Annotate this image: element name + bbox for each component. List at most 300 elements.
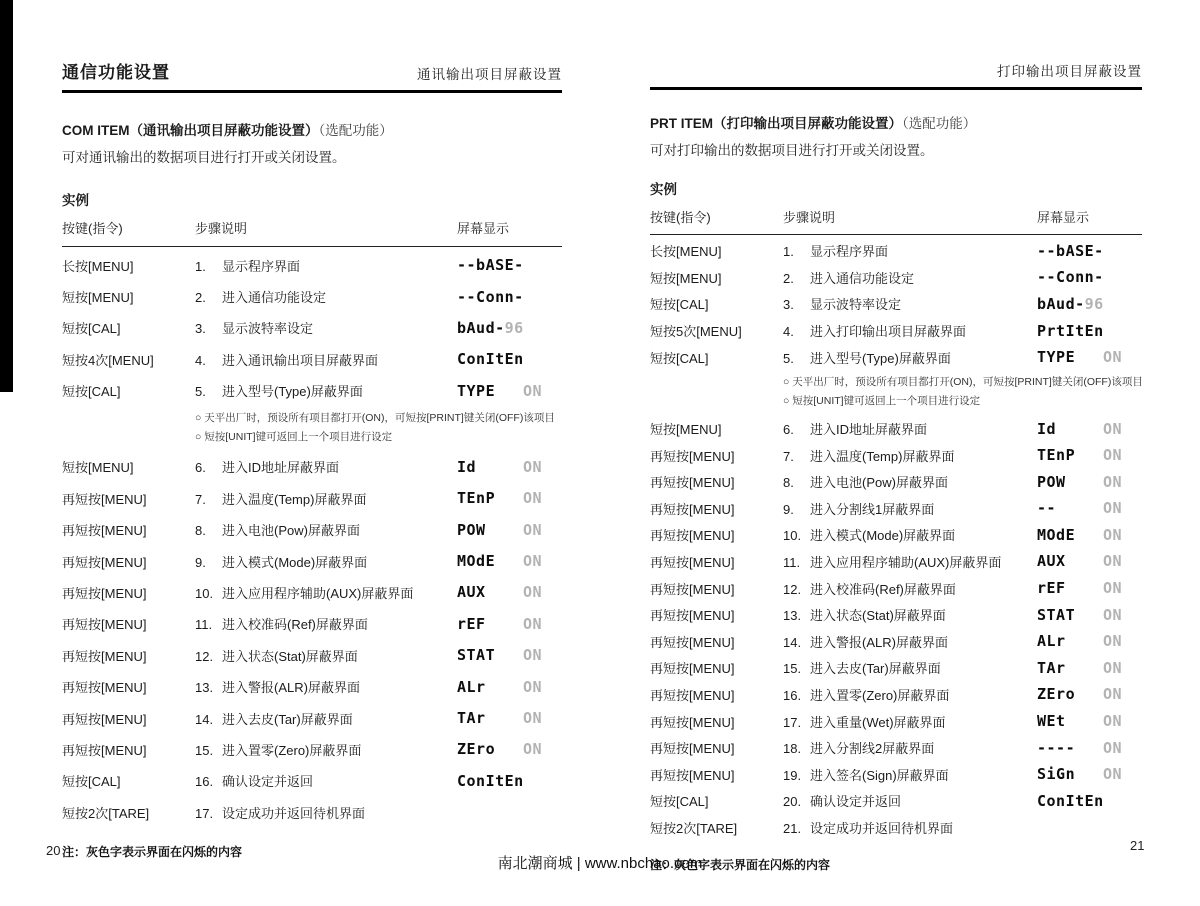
row-step-description (783, 472, 1037, 491)
row-step-description (195, 646, 457, 665)
lcd-main-text: TEnP (457, 489, 496, 508)
row-step-number: 7. (783, 448, 794, 464)
row-step-text: 进入重量(Wet)屏蔽界面 (810, 714, 946, 730)
section-intro (62, 121, 562, 169)
row-key-command: 短按2次[TARE] (62, 805, 150, 821)
row-step-text: 进入温度(Temp)屏蔽界面 (810, 448, 955, 464)
lcd-main-text: Id (1037, 419, 1057, 438)
row-step-text: 进入应用程序辅助(AUX)屏蔽界面 (810, 554, 1002, 570)
column-header-display: 屏幕显示 (457, 220, 510, 236)
row-key-command: 再短按[MENU] (650, 741, 735, 757)
running-header: 打印输出项目屏蔽设置 (997, 64, 1142, 79)
row-key-command: 再短按[MENU] (650, 475, 735, 491)
lcd-display (1037, 242, 1142, 260)
row-step-number: 14. (195, 711, 214, 727)
lcd-display (457, 772, 562, 790)
row-step-text: 确认设定并返回 (810, 794, 902, 810)
row-step-text: 进入电池(Pow)屏蔽界面 (222, 523, 360, 539)
column-header-display: 屏幕显示 (1037, 209, 1090, 225)
row-step-text: 设定成功并返回待机界面 (810, 820, 954, 836)
lcd-main-text: bAud- (1037, 294, 1085, 313)
row-step-text: 进入型号(Type)屏蔽界面 (810, 350, 951, 366)
lcd-display (457, 678, 562, 696)
lcd-flash-text: ON (523, 614, 543, 633)
lcd-main-text: ConItEn (457, 771, 524, 790)
row-step-text: 进入模式(Mode)屏蔽界面 (222, 554, 368, 570)
row-step-text: 进入分割线2屏蔽界面 (810, 741, 935, 757)
row-step-number: 19. (783, 767, 802, 783)
lcd-main-text: --bASE- (1037, 241, 1104, 260)
lcd-main-text: ConItEn (1037, 791, 1104, 810)
row-key-command: 再短按[MENU] (62, 680, 147, 696)
lcd-flash-text: ON (523, 646, 543, 665)
row-step-description (783, 818, 1037, 837)
row-step-text: 进入打印输出项目屏蔽界面 (810, 324, 967, 340)
row-step-number: 1. (783, 244, 794, 260)
row-key-command: 短按[CAL] (62, 321, 121, 337)
row-step-description (195, 350, 457, 369)
lcd-flash-text: ON (523, 520, 543, 539)
row-step-text: 进入去皮(Tar)屏蔽界面 (810, 661, 941, 677)
row-key-command: 再短按[MENU] (62, 554, 147, 570)
section-title-main: COM ITEM（通讯输出项目屏蔽功能设置） (62, 123, 319, 138)
lcd-flash-text: ON (1103, 552, 1123, 571)
row-step-description (783, 738, 1037, 757)
inline-note-line: ○ 短按[UNIT]键可返回上一个项目进行设定 (783, 394, 981, 407)
lcd-flash-text: ON (1103, 348, 1123, 367)
row-step-number: 5. (195, 384, 206, 400)
row-key-command: 再短按[MENU] (62, 711, 147, 727)
table-row (650, 495, 1142, 522)
lcd-flash-text: ON (1103, 738, 1123, 757)
table-row (650, 415, 1142, 442)
row-step-number: 8. (195, 523, 206, 539)
row-step-number: 2. (783, 270, 794, 286)
lcd-flash-text: ON (1103, 712, 1123, 731)
row-step-number: 9. (783, 501, 794, 517)
section-title-main: PRT ITEM（打印输出项目屏蔽功能设置） (650, 116, 902, 131)
row-key-command: 短按[MENU] (62, 460, 134, 476)
lcd-main-text: AUX (457, 583, 486, 602)
lcd-main-text: TYPE (1037, 348, 1076, 367)
lcd-main-text: --Conn- (457, 287, 524, 306)
lcd-main-text: MOdE (1037, 525, 1076, 544)
row-step-description (783, 632, 1037, 651)
row-step-text: 进入校准码(Ref)屏蔽界面 (222, 617, 368, 633)
lcd-flash-text: ON (1103, 472, 1123, 491)
row-step-number: 12. (195, 648, 214, 664)
table-row (62, 797, 562, 828)
column-header-key: 按键(指令) (62, 220, 123, 236)
lcd-main-text: -- (1037, 499, 1057, 518)
table-row (650, 468, 1142, 495)
row-key-command: 再短按[MENU] (62, 523, 147, 539)
steps-table-body (62, 247, 562, 828)
lcd-main-text: TAr (457, 709, 486, 728)
row-step-description (783, 348, 1037, 367)
row-step-description (783, 525, 1037, 544)
table-row (62, 312, 562, 343)
table-column-headers (650, 207, 1142, 235)
row-step-number: 12. (783, 581, 802, 597)
lcd-display (457, 583, 562, 601)
row-key-command: 短按[CAL] (62, 384, 121, 400)
row-step-number: 14. (783, 634, 802, 650)
row-step-number: 6. (195, 460, 206, 476)
lcd-main-text: --bASE- (457, 256, 524, 275)
row-key-command: 再短按[MENU] (650, 554, 735, 570)
table-row (650, 601, 1142, 628)
section-title (62, 121, 562, 141)
row-step-number: 21. (783, 820, 802, 836)
lcd-display (1037, 739, 1142, 757)
running-header: 通讯输出项目屏蔽设置 (417, 67, 562, 82)
lcd-flash-text: ON (1103, 446, 1123, 465)
example-label: 实例 (650, 181, 677, 197)
row-step-description (195, 583, 457, 602)
lcd-main-text: PrtItEn (1037, 321, 1104, 340)
lcd-main-text: Id (457, 457, 477, 476)
lcd-flash-text: ON (523, 381, 543, 400)
section-description: 可对打印输出的数据项目进行打开或关闭设置。 (650, 143, 934, 159)
inline-note (62, 409, 562, 446)
row-step-number: 3. (195, 321, 206, 337)
lcd-main-text: rEF (457, 614, 486, 633)
row-step-description (195, 256, 457, 275)
row-step-text: 显示波特率设定 (222, 321, 314, 337)
row-key-command: 再短按[MENU] (650, 767, 735, 783)
row-step-number: 15. (783, 661, 802, 677)
table-row (650, 628, 1142, 655)
example-label: 实例 (62, 192, 89, 208)
table-row (650, 522, 1142, 549)
lcd-main-text: MOdE (457, 552, 496, 571)
table-row (62, 702, 562, 733)
lcd-flash-text: ON (523, 740, 543, 759)
row-step-description (783, 791, 1037, 810)
lcd-display (1037, 632, 1142, 650)
row-step-number: 10. (783, 528, 802, 544)
row-step-description (195, 677, 457, 696)
section-title-option: （选配功能） (902, 116, 977, 131)
row-step-number: 20. (783, 794, 802, 810)
table-row (650, 442, 1142, 469)
row-key-command: 短按[MENU] (650, 422, 722, 438)
row-key-command: 短按4次[MENU] (62, 352, 154, 368)
lcd-main-text: ---- (1037, 738, 1076, 757)
table-row (650, 548, 1142, 575)
table-row (62, 545, 562, 576)
lcd-display (1037, 659, 1142, 677)
lcd-display (1037, 446, 1142, 464)
lcd-display (457, 709, 562, 727)
row-step-number: 4. (195, 352, 206, 368)
row-step-description (783, 321, 1037, 340)
row-step-description (195, 771, 457, 790)
row-step-description (195, 287, 457, 306)
table-row (650, 264, 1142, 291)
lcd-display (1037, 579, 1142, 597)
row-key-command: 再短按[MENU] (650, 714, 735, 730)
lcd-flash-text: ON (523, 677, 543, 696)
table-row (62, 344, 562, 375)
lcd-main-text: POW (457, 520, 486, 539)
table-row (62, 765, 562, 796)
column-header-key: 按键(指令) (650, 209, 711, 225)
row-step-text: 进入去皮(Tar)屏蔽界面 (222, 711, 353, 727)
lcd-main-text: --Conn- (1037, 268, 1104, 287)
row-key-command: 再短按[MENU] (650, 661, 735, 677)
row-step-number: 2. (195, 290, 206, 306)
row-key-command: 长按[MENU] (650, 244, 722, 260)
row-key-command: 再短按[MENU] (62, 648, 147, 664)
row-step-description (195, 803, 457, 822)
row-step-text: 进入型号(Type)屏蔽界面 (222, 384, 363, 400)
lcd-display (1037, 552, 1142, 570)
row-step-text: 进入置零(Zero)屏蔽界面 (222, 742, 362, 758)
row-key-command: 短按5次[MENU] (650, 324, 742, 340)
row-step-description (195, 614, 457, 633)
lcd-main-text: STAT (1037, 605, 1076, 624)
row-key-command: 再短按[MENU] (62, 742, 147, 758)
row-step-description (195, 740, 457, 759)
table-column-headers (62, 218, 562, 247)
row-key-command: 长按[MENU] (62, 258, 134, 274)
lcd-main-text: TEnP (1037, 446, 1076, 465)
table-row (62, 640, 562, 671)
row-step-number: 13. (783, 608, 802, 624)
row-step-text: 进入ID地址屏蔽界面 (222, 460, 340, 476)
page-header (650, 58, 1142, 90)
site-watermark: 南北潮商城 | www.nbchao.com (497, 855, 703, 872)
row-step-description (783, 658, 1037, 677)
lcd-display (457, 382, 562, 400)
table-row (62, 514, 562, 545)
table-row (650, 814, 1142, 841)
row-step-text: 进入通讯输出项目屏蔽界面 (222, 352, 379, 368)
row-step-text: 显示程序界面 (222, 258, 301, 274)
row-step-number: 1. (195, 258, 206, 274)
row-key-command: 再短按[MENU] (62, 491, 147, 507)
row-key-command: 再短按[MENU] (650, 634, 735, 650)
lcd-flash-text: ON (523, 552, 543, 571)
table-row (62, 281, 562, 312)
row-step-text: 确认设定并返回 (222, 774, 314, 790)
lcd-main-text: rEF (1037, 579, 1066, 598)
row-step-text: 进入ID地址屏蔽界面 (810, 422, 928, 438)
row-step-description (783, 552, 1037, 571)
lcd-flash-text: ON (1103, 685, 1123, 704)
lcd-display (457, 646, 562, 664)
row-step-description (783, 712, 1037, 731)
lcd-flash-text: ON (1103, 579, 1123, 598)
row-step-text: 进入电池(Pow)屏蔽界面 (810, 475, 948, 491)
inline-note-line: ○ 天平出厂时，预设所有项目都打开(ON)，可短按[PRINT]键关闭(OFF)该项目 (195, 412, 555, 425)
lcd-flash-text: ON (1103, 419, 1123, 438)
row-step-number: 8. (783, 475, 794, 491)
row-step-text: 进入警报(ALR)屏蔽界面 (810, 634, 948, 650)
section-title (650, 114, 1142, 134)
table-row (650, 788, 1142, 815)
lcd-main-text: ZEro (1037, 685, 1076, 704)
lcd-main-text: ZEro (457, 740, 496, 759)
lcd-flash-text: 96 (504, 318, 524, 337)
row-step-number: 16. (195, 774, 214, 790)
table-row (62, 734, 562, 765)
table-row (650, 734, 1142, 761)
row-step-description (783, 446, 1037, 465)
row-step-number: 11. (195, 617, 213, 633)
table-row (62, 250, 562, 281)
inline-note-line: ○ 天平出厂时，预设所有项目都打开(ON)，可短按[PRINT]键关闭(OFF)该项目 (783, 376, 1143, 389)
lcd-display (1037, 526, 1142, 544)
row-step-description (195, 457, 457, 476)
page-number-right: 21 (1130, 838, 1145, 853)
row-step-description (783, 268, 1037, 287)
row-step-number: 5. (783, 350, 794, 366)
table-row (62, 375, 562, 406)
row-step-text: 进入温度(Temp)屏蔽界面 (222, 491, 367, 507)
lcd-main-text: AUX (1037, 552, 1066, 571)
row-step-text: 进入状态(Stat)屏蔽界面 (222, 648, 358, 664)
row-step-text: 显示程序界面 (810, 244, 889, 260)
row-step-description (783, 241, 1037, 260)
row-key-command: 再短按[MENU] (650, 448, 735, 464)
row-step-text: 进入通信功能设定 (222, 290, 327, 306)
row-step-number: 10. (195, 585, 214, 601)
lcd-main-text: POW (1037, 472, 1066, 491)
row-key-command: 再短按[MENU] (650, 501, 735, 517)
row-step-description (195, 381, 457, 400)
manual-page-left (62, 58, 562, 860)
row-step-text: 进入状态(Stat)屏蔽界面 (810, 608, 946, 624)
row-step-number: 4. (783, 324, 794, 340)
lcd-main-text: TYPE (457, 381, 496, 400)
table-row (650, 708, 1142, 735)
lcd-display (1037, 685, 1142, 703)
row-key-command: 短按[CAL] (650, 297, 709, 313)
lcd-flash-text: ON (523, 709, 543, 728)
table-row (62, 671, 562, 702)
row-step-description (783, 765, 1037, 784)
lcd-display (457, 521, 562, 539)
lcd-display (1037, 268, 1142, 286)
row-step-number: 17. (195, 805, 214, 821)
table-row (650, 681, 1142, 708)
inline-note (650, 373, 1142, 410)
table-row (650, 317, 1142, 344)
table-row (650, 655, 1142, 682)
table-row (62, 577, 562, 608)
inline-note-line: ○ 短按[UNIT]键可返回上一个项目进行设定 (195, 430, 393, 443)
lcd-display (457, 350, 562, 368)
page-header (62, 58, 562, 93)
lcd-flash-text: ON (1103, 605, 1123, 624)
lcd-display (457, 458, 562, 476)
row-step-description (783, 685, 1037, 704)
row-step-description (783, 579, 1037, 598)
column-header-steps: 步骤说明 (195, 220, 248, 236)
flash-note: 注：灰色字表示界面在闪烁的内容 (62, 844, 243, 859)
chapter-title: 通信功能设置 (62, 63, 170, 82)
lcd-display (1037, 420, 1142, 438)
row-step-text: 显示波特率设定 (810, 297, 902, 313)
table-row (62, 451, 562, 482)
page-number-left: 20 (46, 843, 61, 858)
row-step-number: 16. (783, 687, 802, 703)
row-key-command: 再短按[MENU] (62, 585, 147, 601)
row-step-description (783, 499, 1037, 518)
lcd-display (1037, 295, 1142, 313)
row-key-command: 短按[CAL] (62, 774, 121, 790)
row-key-command: 再短按[MENU] (650, 687, 735, 703)
table-row (650, 291, 1142, 318)
lcd-display (1037, 712, 1142, 730)
lcd-display (457, 489, 562, 507)
lcd-display (1037, 606, 1142, 624)
lcd-display (1037, 348, 1142, 366)
lcd-display (457, 552, 562, 570)
row-step-description (783, 294, 1037, 313)
lcd-flash-text: ON (1103, 658, 1123, 677)
row-step-text: 进入模式(Mode)屏蔽界面 (810, 528, 956, 544)
section-title-option: （选配功能） (318, 123, 393, 138)
row-step-number: 13. (195, 680, 214, 696)
lcd-main-text: bAud- (457, 318, 505, 337)
table-row (650, 238, 1142, 265)
row-key-command: 再短按[MENU] (62, 617, 147, 633)
row-step-text: 进入置零(Zero)屏蔽界面 (810, 687, 950, 703)
lcd-main-text: TAr (1037, 658, 1066, 677)
column-header-steps: 步骤说明 (783, 209, 836, 225)
table-row (650, 575, 1142, 602)
lcd-main-text: STAT (457, 646, 496, 665)
row-step-number: 17. (783, 714, 802, 730)
lcd-flash-text: 96 (1084, 294, 1104, 313)
scan-edge-bar (0, 0, 13, 392)
lcd-flash-text: ON (1103, 525, 1123, 544)
lcd-display (1037, 792, 1142, 810)
row-step-number: 9. (195, 554, 206, 570)
row-key-command: 短按[CAL] (650, 794, 709, 810)
lcd-display (1037, 499, 1142, 517)
lcd-flash-text: ON (1103, 765, 1123, 784)
table-row (62, 483, 562, 514)
row-key-command: 再短按[MENU] (650, 528, 735, 544)
row-step-text: 进入校准码(Ref)屏蔽界面 (810, 581, 956, 597)
row-step-description (195, 552, 457, 571)
row-step-description (195, 489, 457, 508)
row-step-number: 18. (783, 741, 802, 757)
row-key-command: 短按[MENU] (650, 270, 722, 286)
steps-table-body (650, 235, 1142, 841)
row-step-text: 进入应用程序辅助(AUX)屏蔽界面 (222, 585, 414, 601)
row-step-number: 3. (783, 297, 794, 313)
row-step-description (195, 520, 457, 539)
table-row (650, 344, 1142, 371)
lcd-display (1037, 765, 1142, 783)
lcd-flash-text: ON (523, 489, 543, 508)
row-step-description (783, 605, 1037, 624)
row-step-text: 进入警报(ALR)屏蔽界面 (222, 680, 360, 696)
lcd-flash-text: ON (1103, 632, 1123, 651)
lcd-display (1037, 322, 1142, 340)
row-key-command: 短按[CAL] (650, 350, 709, 366)
lcd-main-text: ConItEn (457, 350, 524, 369)
row-step-description (195, 318, 457, 337)
lcd-display (457, 740, 562, 758)
lcd-flash-text: ON (523, 457, 543, 476)
